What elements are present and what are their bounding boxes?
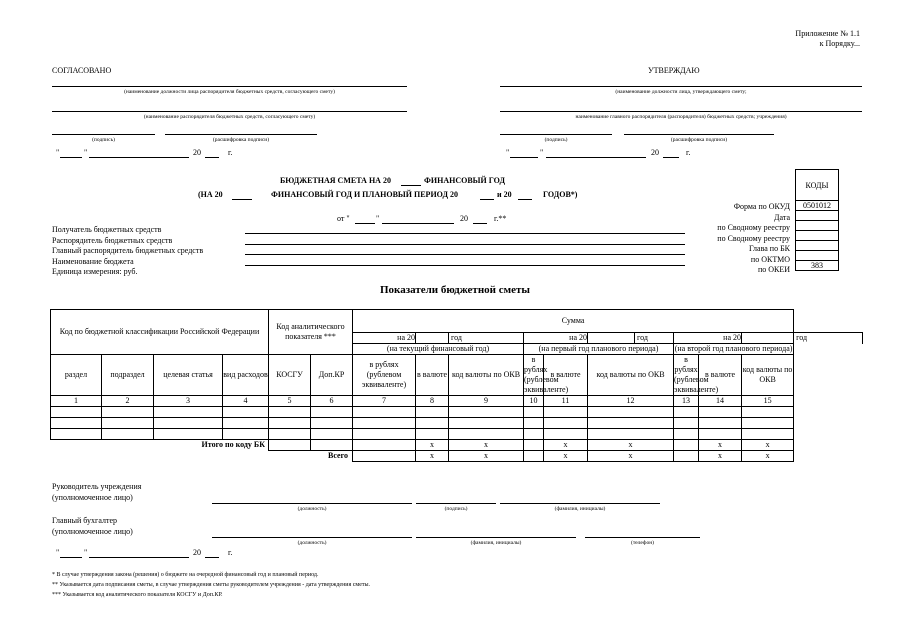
- period-first: (на первый год планового периода): [524, 344, 674, 355]
- heading-line1-a: БЮДЖЕТНАЯ СМЕТА НА 20: [280, 176, 391, 185]
- col-expense-type: вид расходов: [223, 355, 269, 396]
- agreed-org-caption: (наименование распорядителя бюджетных средств, согласующего смету): [143, 114, 316, 120]
- head-title-2: (уполномоченное лицо): [52, 493, 133, 502]
- approve-decode-caption: (расшифровка подписи): [670, 137, 728, 143]
- requisite-budget-name: Наименование бюджета: [52, 256, 134, 266]
- col-rub-cur: в рублях (рублевом эквиваленте): [353, 355, 416, 396]
- x-mark: x: [699, 440, 742, 451]
- appendix-line-1: Приложение № 1.1: [795, 29, 860, 38]
- head-position-caption: (должность): [297, 506, 327, 512]
- col-rub-first: в рублях (рублевом эквиваленте): [524, 355, 569, 394]
- total-all-row: [51, 451, 863, 462]
- num-3: 3: [154, 396, 223, 407]
- num-2: 2: [102, 396, 154, 407]
- col-target: целевая статья: [154, 355, 223, 396]
- heading-line2-a: (НА 20: [198, 190, 223, 199]
- budget-table: [50, 309, 863, 462]
- requisite-chief-manager: Главный распорядитель бюджетных средств: [52, 246, 204, 255]
- col-cur-first: в валюте: [544, 355, 588, 396]
- code-value-okud: 0501012: [796, 201, 839, 211]
- footnote-1: * В случае утверждения закона (решения) о бюджете на очередной финансовый год и плановый период.: [52, 572, 319, 578]
- col-cur-cur: в валюте: [416, 355, 449, 396]
- agreed-date-g: г.: [228, 148, 233, 157]
- accountant-title-1: Главный бухгалтер: [52, 516, 117, 525]
- year-cur-box[interactable]: [416, 333, 449, 344]
- approve-date-q2: ": [540, 148, 544, 157]
- approve-date-year: 20: [651, 148, 659, 157]
- code-label-registry-1: по Сводному реестру: [717, 223, 790, 232]
- col-razdel: раздел: [51, 355, 102, 396]
- header-classification: Код по бюджетной классификации Российской Федерации: [51, 310, 269, 355]
- x-mark: x: [588, 451, 674, 462]
- num-1: 1: [51, 396, 102, 407]
- col-cur-second: в валюте: [699, 355, 742, 396]
- num-9: 9: [449, 396, 524, 407]
- num-4: 4: [223, 396, 269, 407]
- acc-name-caption: (фамилия, инициалы): [470, 540, 522, 546]
- year-first-god: год: [635, 333, 674, 344]
- x-mark: x: [416, 451, 449, 462]
- sig-date-year: 20: [193, 548, 201, 557]
- code-value-registry-2: [796, 231, 839, 241]
- x-mark: x: [544, 440, 588, 451]
- sig-date-q1: ": [56, 548, 60, 557]
- num-13: 13: [674, 396, 699, 407]
- requisites: [52, 225, 247, 278]
- section-title: Показатели бюджетной сметы: [379, 284, 531, 296]
- agreed-date-q2: ": [84, 148, 88, 157]
- x-mark: x: [544, 451, 588, 462]
- footnote-3: *** Указывается код аналитического показателя КОСГУ и Доп.КР.: [52, 592, 223, 598]
- acc-position-caption: (должность): [297, 540, 327, 546]
- codes-table: [795, 169, 839, 271]
- approve-date-q1: ": [506, 148, 510, 157]
- col-dopkr: Доп.КР: [311, 355, 353, 396]
- header-sum: Сумма: [353, 310, 794, 333]
- num-10: 10: [524, 396, 544, 407]
- x-mark: x: [449, 440, 524, 451]
- num-12: 12: [588, 396, 674, 407]
- col-okv-second: код валюты по ОКВ: [742, 355, 794, 396]
- head-sign-caption: (подпись): [444, 506, 468, 512]
- year-cur-label: на 20: [353, 333, 416, 344]
- period-current: (на текущий финансовый год): [353, 344, 524, 355]
- year-cur-god: год: [449, 333, 524, 344]
- code-label-okud: Форма по ОКУД: [733, 202, 790, 211]
- agreed-title: СОГЛАСОВАНО: [52, 66, 112, 75]
- num-6: 6: [311, 396, 353, 407]
- x-mark: x: [588, 440, 674, 451]
- heading-line1-b: ФИНАНСОВЫЙ ГОД: [424, 176, 505, 185]
- year-first-label: на 20: [524, 333, 588, 344]
- sig-date-g: г.: [228, 548, 233, 557]
- agreed-sign-caption: (подпись): [92, 137, 115, 143]
- num-5: 5: [269, 396, 311, 407]
- accountant-title-2: (уполномоченное лицо): [52, 527, 133, 536]
- x-mark: x: [449, 451, 524, 462]
- acc-phone-caption: (телефон): [630, 540, 655, 546]
- agreed-date-q1: ": [56, 148, 60, 157]
- agreed-position-caption: (наименование должности лица распорядителя бюджетных средств, согласующего смету): [124, 89, 335, 95]
- x-mark: x: [416, 440, 449, 451]
- head-title-1: Руководитель учреждения: [52, 482, 142, 491]
- code-label-oktmo: по ОКТМО: [750, 254, 790, 264]
- year-second-label: на 20: [674, 333, 742, 344]
- approve-title: УТВЕРЖДАЮ: [648, 66, 700, 75]
- num-11: 11: [544, 396, 588, 407]
- year-second-god: год: [794, 333, 863, 344]
- total-bk-row: [51, 440, 863, 451]
- year-first-box[interactable]: [588, 333, 635, 344]
- codes-header: КОДЫ: [796, 170, 839, 201]
- code-value-date: [796, 211, 839, 221]
- col-podrazdel: подраздел: [102, 355, 154, 396]
- num-7: 7: [353, 396, 416, 407]
- code-value-okei: 383: [796, 261, 839, 271]
- requisite-manager: Распорядитель бюджетных средств: [52, 235, 173, 245]
- x-mark: x: [742, 451, 794, 462]
- table-row[interactable]: [51, 418, 863, 429]
- period-second: (на второй год планового периода): [674, 344, 793, 353]
- year-second-box[interactable]: [742, 333, 794, 344]
- code-label-bk: Глава по БК: [749, 244, 790, 253]
- heading-line2-d: ГОДОВ*): [543, 190, 578, 199]
- header-analytic: Код аналитического показателя ***: [269, 310, 353, 355]
- approve-date-g: г.: [686, 148, 691, 157]
- col-rub-second: в рублях (рублевом эквиваленте): [674, 355, 719, 394]
- from-d: г.**: [494, 214, 507, 223]
- requisite-recipient: Получатель бюджетных средств: [52, 225, 162, 234]
- footnote-2: ** Указывается дата подписания сметы, в случае утверждения сметы руководителем учреждения - дата утверждения сметы.: [52, 582, 371, 588]
- table-row[interactable]: [51, 407, 863, 418]
- from-c: 20: [460, 214, 468, 223]
- code-label-registry-2: по Сводному реестру: [717, 233, 790, 243]
- approve-sign-caption: (подпись): [544, 137, 568, 143]
- agreed-decode-caption: (расшифровка подписи): [212, 137, 270, 143]
- agreed-date-year: 20: [193, 148, 201, 157]
- from-a: от ": [337, 214, 350, 223]
- total-all-label: Всего: [328, 451, 349, 461]
- num-15: 15: [742, 396, 794, 407]
- num-8: 8: [416, 396, 449, 407]
- x-mark: x: [699, 451, 742, 462]
- code-value-bk: [796, 241, 839, 251]
- heading-line2-c: и 20: [497, 190, 512, 199]
- from-b: ": [376, 214, 380, 223]
- appendix-line-2: к Порядку...: [819, 39, 860, 48]
- x-mark: x: [742, 440, 794, 451]
- code-label-okei: по ОКЕИ: [757, 265, 790, 274]
- total-bk-label: Итого по коду БК: [201, 440, 266, 450]
- col-kosgu: КОСГУ: [269, 355, 311, 396]
- head-name-caption: (фамилия, инициалы): [554, 506, 606, 512]
- heading-line2-b: ФИНАНСОВЫЙ ГОД И ПЛАНОВЫЙ ПЕРИОД 20: [271, 190, 458, 199]
- col-okv-first: код валюты по ОКВ: [588, 355, 674, 396]
- requisite-unit: Единица измерения: руб.: [52, 267, 138, 276]
- code-label-date: Дата: [774, 212, 790, 222]
- sig-date-q2: ": [84, 548, 88, 557]
- table-row[interactable]: [51, 429, 863, 440]
- code-value-oktmo: [796, 251, 839, 261]
- col-okv-cur: код валюты по ОКВ: [449, 355, 524, 396]
- code-value-registry-1: [796, 221, 839, 231]
- approve-position-caption: (наименование должности лица, утверждающего смету;: [615, 89, 747, 95]
- approve-org-caption: наименование главного распорядителя (распорядителя) бюджетных средств; учреждения): [575, 114, 787, 120]
- num-14: 14: [699, 396, 742, 407]
